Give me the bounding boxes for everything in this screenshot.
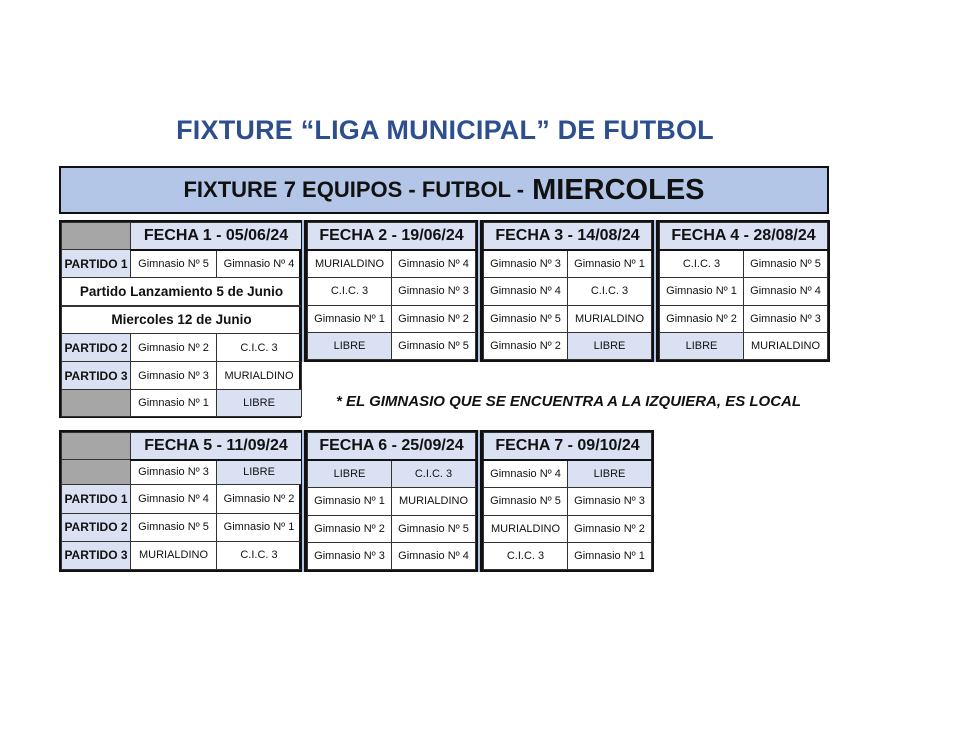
away-team: Gimnasio Nº 4: [392, 250, 476, 278]
partido-label: PARTIDO 1: [62, 485, 131, 513]
libre-cell: LIBRE: [308, 332, 392, 359]
home-team: Gimnasio Nº 3: [131, 362, 217, 390]
fixture-banner: [59, 166, 829, 214]
home-team: Gimnasio Nº 3: [484, 250, 568, 278]
home-team: Gimnasio Nº 4: [484, 278, 568, 305]
home-team: C.I.C. 3: [484, 542, 568, 569]
away-team: C.I.C. 3: [568, 278, 652, 305]
away-team: C.I.C. 3: [217, 541, 302, 569]
banner-subtitle: FIXTURE 7 EQUIPOS - FUTBOL -: [183, 177, 525, 202]
corner-cell: [62, 223, 131, 250]
partido-label: PARTIDO 2: [62, 513, 131, 541]
libre-cell: LIBRE: [568, 332, 652, 359]
fecha-1-table: [59, 220, 301, 418]
bye-team: Gimnasio Nº 5: [392, 332, 476, 359]
bye-team: Gimnasio Nº 4: [484, 460, 568, 488]
fecha-4-table: [657, 220, 830, 362]
home-team: Gimnasio Nº 1: [308, 305, 392, 332]
fecha-7-table: [481, 430, 654, 572]
fecha-header: FECHA 2 - 19/06/24: [308, 223, 476, 250]
fecha-header: FECHA 6 - 25/09/24: [308, 433, 476, 460]
home-team: MURIALDINO: [484, 515, 568, 542]
partido-label: PARTIDO 2: [62, 334, 131, 362]
corner-cell: [62, 390, 131, 417]
home-team: C.I.C. 3: [308, 278, 392, 305]
bye-team: Gimnasio Nº 2: [484, 332, 568, 359]
away-team: Gimnasio Nº 1: [568, 542, 652, 569]
away-team: MURIALDINO: [392, 488, 476, 515]
home-team: Gimnasio Nº 2: [131, 334, 217, 362]
home-team: Gimnasio Nº 5: [484, 305, 568, 332]
libre-cell: LIBRE: [217, 390, 302, 417]
home-team: Gimnasio Nº 1: [308, 488, 392, 515]
away-team: Gimnasio Nº 3: [392, 278, 476, 305]
away-team: Gimnasio Nº 4: [744, 278, 828, 305]
home-team: Gimnasio Nº 5: [131, 513, 217, 541]
home-team: Gimnasio Nº 1: [660, 278, 744, 305]
away-team: MURIALDINO: [217, 362, 302, 390]
away-team: Gimnasio Nº 3: [744, 305, 828, 332]
fecha-3-table: [481, 220, 654, 362]
fecha-6-table: [305, 430, 478, 572]
fecha-header: FECHA 3 - 14/08/24: [484, 223, 652, 250]
partido-label: PARTIDO 3: [62, 362, 131, 390]
fecha-header: FECHA 4 - 28/08/24: [660, 223, 828, 250]
banner-day: MIERCOLES: [532, 173, 705, 206]
bye-team: C.I.C. 3: [392, 460, 476, 488]
home-team: MURIALDINO: [308, 250, 392, 278]
bye-team: Gimnasio Nº 1: [131, 390, 217, 417]
corner-cell: [62, 460, 131, 485]
home-team: MURIALDINO: [131, 541, 217, 569]
home-team: Gimnasio Nº 5: [484, 488, 568, 515]
away-team: MURIALDINO: [568, 305, 652, 332]
date-note: Miercoles 12 de Junio: [62, 306, 302, 334]
away-team: Gimnasio Nº 1: [217, 513, 302, 541]
away-team: Gimnasio Nº 3: [568, 488, 652, 515]
away-team: Gimnasio Nº 2: [568, 515, 652, 542]
launch-note: Partido Lanzamiento 5 de Junio: [62, 278, 302, 306]
fecha-header: FECHA 1 - 05/06/24: [131, 223, 302, 250]
partido-label: PARTIDO 1: [62, 250, 131, 278]
home-team: C.I.C. 3: [660, 250, 744, 278]
home-team: Gimnasio Nº 4: [131, 485, 217, 513]
home-team: Gimnasio Nº 3: [308, 542, 392, 569]
away-team: Gimnasio Nº 5: [744, 250, 828, 278]
away-team: Gimnasio Nº 5: [392, 515, 476, 542]
libre-cell: LIBRE: [568, 460, 652, 488]
home-team: Gimnasio Nº 2: [660, 305, 744, 332]
bye-team: MURIALDINO: [744, 332, 828, 359]
away-team: Gimnasio Nº 2: [217, 485, 302, 513]
away-team: Gimnasio Nº 4: [392, 542, 476, 569]
home-team: Gimnasio Nº 5: [131, 250, 217, 278]
local-team-note: * EL GIMNASIO QUE SE ENCUENTRA A LA IZQUIERA, ES LOCAL: [336, 393, 802, 410]
partido-label: PARTIDO 3: [62, 541, 131, 569]
fecha-5-table: [59, 430, 301, 572]
libre-cell: LIBRE: [217, 460, 302, 485]
page-title: FIXTURE “LIGA MUNICIPAL” DE FUTBOL: [176, 115, 714, 145]
fecha-header: FECHA 5 - 11/09/24: [131, 433, 302, 460]
away-team: C.I.C. 3: [217, 334, 302, 362]
away-team: Gimnasio Nº 2: [392, 305, 476, 332]
libre-cell: LIBRE: [308, 460, 392, 488]
bye-team: Gimnasio Nº 3: [131, 460, 217, 485]
away-team: Gimnasio Nº 1: [568, 250, 652, 278]
home-team: Gimnasio Nº 2: [308, 515, 392, 542]
away-team: Gimnasio Nº 4: [217, 250, 302, 278]
fecha-header: FECHA 7 - 09/10/24: [484, 433, 652, 460]
fecha-2-table: [305, 220, 478, 362]
libre-cell: LIBRE: [660, 332, 744, 359]
corner-cell: [62, 433, 131, 460]
